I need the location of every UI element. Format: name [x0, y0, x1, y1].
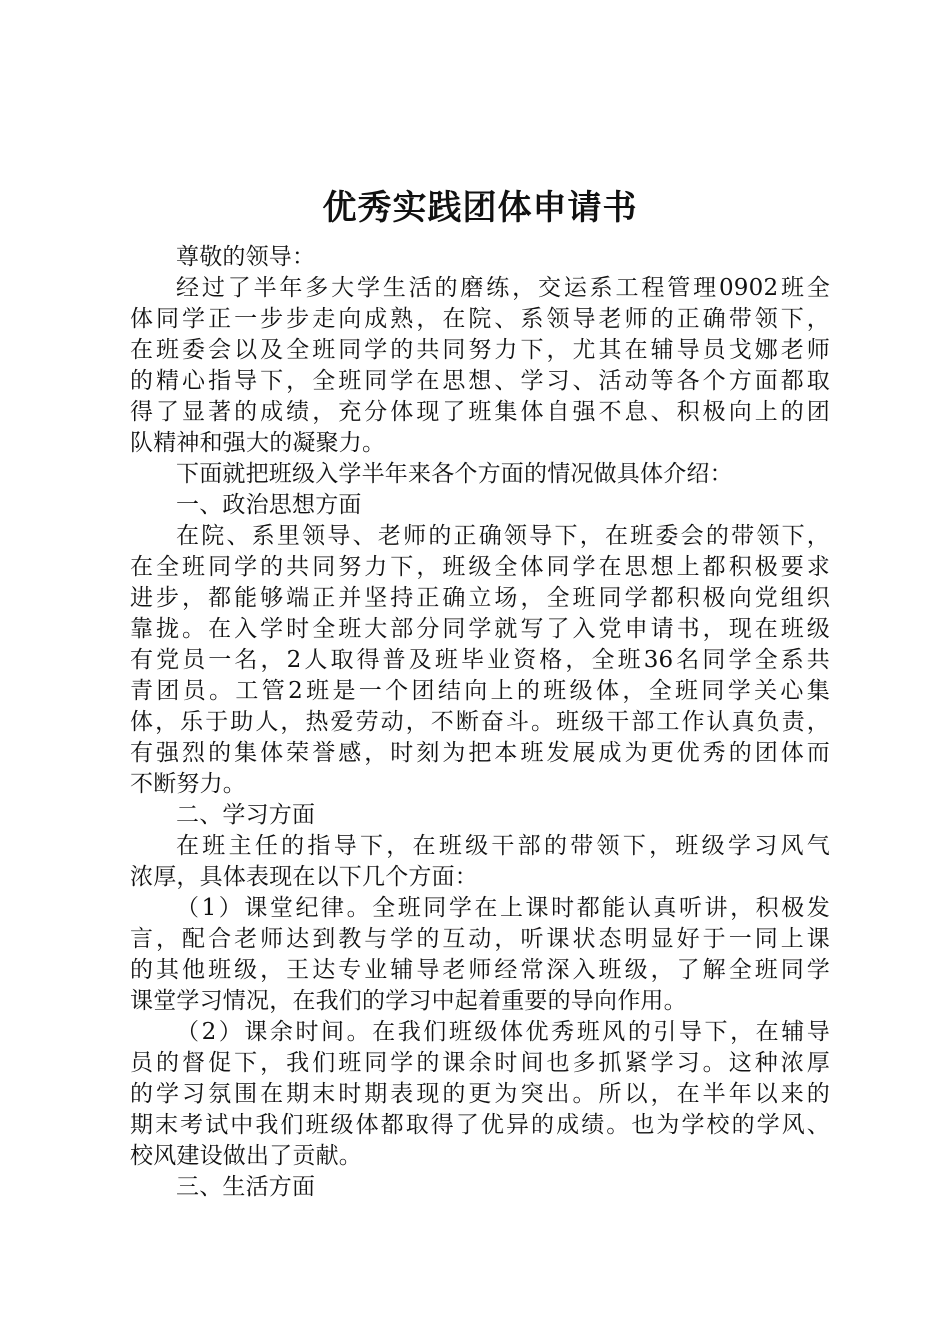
paragraph-line: 言，配合老师达到教与学的互动，听课状态明显好于一同上课 [130, 926, 830, 952]
paragraph-heading-politics [130, 490, 830, 521]
paragraph-line: 有强烈的集体荣誉感，时刻为把本班发展成为更优秀的团体而 [130, 740, 830, 766]
paragraph-line: 浓厚，具体表现在以下几个方面： [130, 864, 478, 890]
paragraph-line: 在班主任的指导下，在班级干部的带领下，班级学习风气 [176, 833, 830, 859]
paragraph-line: 下面就把班级入学半年来各个方面的情况做具体介绍： [176, 461, 733, 487]
paragraph-line: （1）课堂纪律。全班同学在上课时都能认真听讲，积极发 [176, 895, 830, 921]
paragraph-line: 的其他班级，王达专业辅导老师经常深入班级，了解全班同学 [130, 957, 830, 983]
paragraph-line: 经过了半年多大学生活的磨练，交运系工程管理0902班全 [176, 275, 830, 301]
paragraph-line: 在全班同学的共同努力下，班级全体同学在思想上都积极要求 [130, 554, 830, 580]
paragraph-line: 不断努力。 [130, 771, 246, 797]
paragraph-line: 尊敬的领导： [176, 244, 316, 270]
paragraph-line: 三、生活方面 [176, 1174, 316, 1200]
paragraph-overview [130, 459, 830, 490]
paragraph-line: 体，乐于助人，热爱劳动，不断奋斗。班级干部工作认真负责， [130, 709, 830, 735]
paragraph-line: 得了显著的成绩，充分体现了班集体自强不息、积极向上的团 [130, 399, 830, 425]
paragraph-line: 期末考试中我们班级体都取得了优异的成绩。也为学校的学风、 [130, 1112, 830, 1138]
paragraph-study-point-1 [130, 893, 830, 1017]
paragraph-line: 队精神和强大的凝聚力。 [130, 430, 386, 456]
paragraph-study-point-2 [130, 1017, 830, 1172]
paragraph-line: 校风建设做出了贡献。 [130, 1143, 362, 1169]
paragraph-line: 体同学正一步步走向成熟，在院、系领导老师的正确带领下， [130, 306, 830, 332]
paragraph-line: （2）课余时间。在我们班级体优秀班风的引导下，在辅导 [176, 1019, 830, 1045]
paragraph-salutation [130, 242, 830, 273]
paragraph-line: 有党员一名，2人取得普及班毕业资格，全班36名同学全系共 [130, 647, 830, 673]
paragraph-line: 的精心指导下，全班同学在思想、学习、活动等各个方面都取 [130, 368, 830, 394]
document-page [130, 183, 830, 1203]
paragraph-line: 靠拢。在入学时全班大部分同学就写了入党申请书，现在班级 [130, 616, 830, 642]
paragraph-study-body [130, 831, 830, 893]
paragraph-line: 课堂学习情况，在我们的学习中起着重要的导向作用。 [130, 988, 687, 1014]
paragraph-line: 员的督促下，我们班同学的课余时间也多抓紧学习。这种浓厚 [130, 1050, 830, 1076]
paragraph-line: 青团员。工管2班是一个团结向上的班级体，全班同学关心集 [130, 678, 830, 704]
paragraph-line: 进步，都能够端正并坚持正确立场，全班同学都积极向党组织 [130, 585, 830, 611]
paragraph-line: 二、学习方面 [176, 802, 316, 828]
paragraph-politics-body [130, 521, 830, 800]
paragraph-line: 在班委会以及全班同学的共同努力下，尤其在辅导员戈娜老师 [130, 337, 830, 363]
paragraph-line: 一、政治思想方面 [176, 492, 362, 518]
paragraph-intro [130, 273, 830, 459]
paragraph-line: 在院、系里领导、老师的正确领导下，在班委会的带领下， [176, 523, 830, 549]
document-title: 优秀实践团体申请书 [322, 188, 638, 228]
paragraph-heading-study [130, 800, 830, 831]
document-body [130, 242, 830, 1203]
paragraph-heading-life [130, 1172, 830, 1203]
paragraph-line: 的学习氛围在期末时期表现的更为突出。所以，在半年以来的 [130, 1081, 830, 1107]
